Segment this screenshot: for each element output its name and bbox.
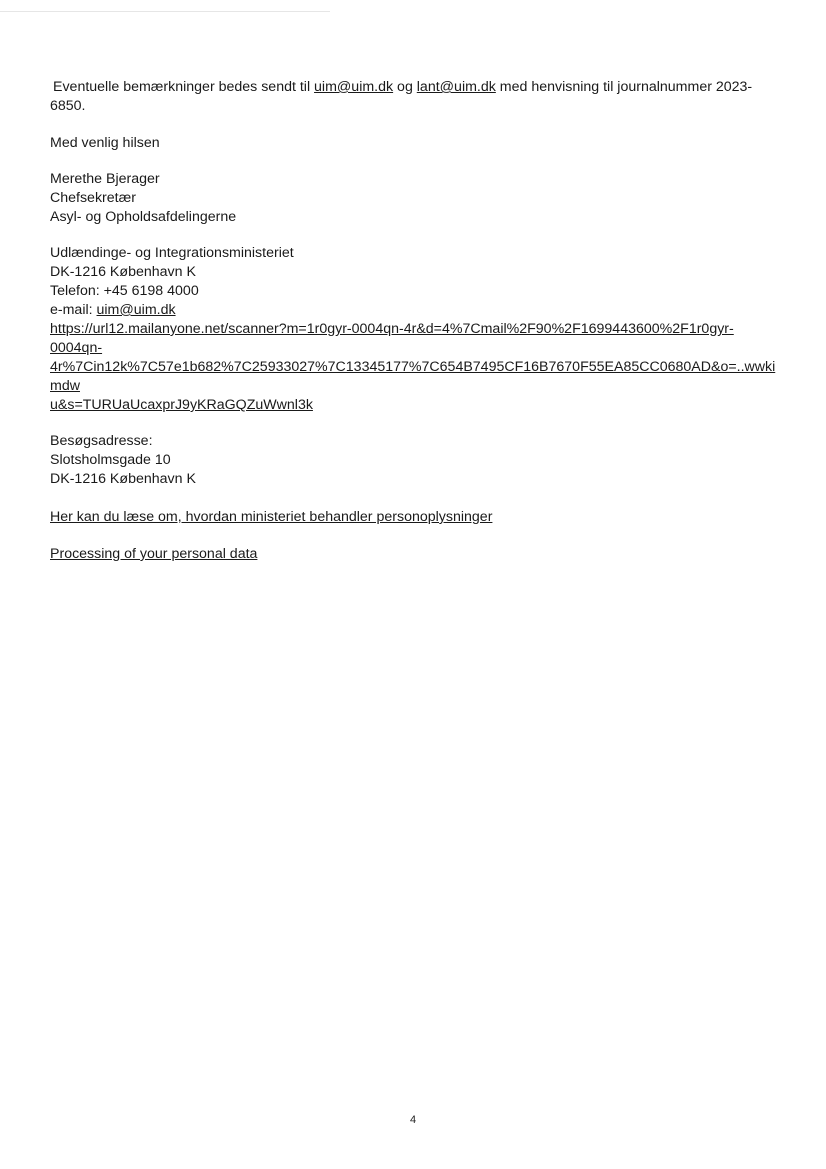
visit-street: Slotsholmsgade 10 — [50, 452, 171, 468]
remarks-paragraph — [50, 78, 780, 97]
visit-city: DK-1216 København K — [50, 471, 196, 487]
remarks-tail: med henvisning til journalnummer 2023- — [495, 79, 753, 95]
email-label: e-mail: — [50, 302, 97, 318]
visit-address-label: Besøgsadresse: — [50, 433, 153, 449]
remarks-connector: og — [393, 79, 417, 95]
organization-address: DK-1216 København K — [50, 264, 196, 280]
privacy-link-english-line — [50, 545, 780, 564]
scanner-url-line[interactable]: 0004qn- — [50, 340, 103, 356]
sender-department: Asyl- og Opholdsafdelingerne — [50, 209, 237, 225]
scanner-url-line[interactable]: u&s=TURUaUcaxprJ9yKRaGQZuWwnl3k — [50, 397, 313, 413]
remarks-intro: Eventuelle bemærkninger bedes sendt til — [53, 79, 315, 95]
letter-body — [50, 78, 780, 564]
sender-name: Merethe Bjerager — [50, 171, 160, 187]
privacy-link-danish-line — [50, 508, 780, 527]
scanner-url-line[interactable]: 4r%7Cin12k%7C57e1b682%7C25933027%7C13345177%7C654B7495CF16B7670F55EA85CC0680AD&o=..wwkimdw — [50, 359, 776, 394]
organization-name: Udlændinge- og Integrationsministeriet — [50, 245, 294, 261]
email-link-lant[interactable]: lant@uim.dk — [416, 79, 496, 95]
page-number: 4 — [409, 1114, 417, 1126]
scanner-url-link[interactable] — [50, 320, 780, 415]
remarks-journal-number: 6850. — [50, 98, 86, 114]
scan-edge-line — [0, 11, 330, 12]
closing-greeting: Med venlig hilsen — [50, 135, 160, 151]
organization-email-link[interactable]: uim@uim.dk — [96, 302, 176, 318]
organization-phone: Telefon: +45 6198 4000 — [50, 283, 199, 299]
privacy-link-english[interactable]: Processing of your personal data — [50, 546, 258, 562]
scanner-url-line[interactable]: https://url12.mailanyone.net/scanner?m=1r0gyr-0004qn-4r&d=4%7Cmail%2F90%2F1699443600%2F1r0gyr- — [50, 321, 734, 337]
privacy-link-danish[interactable]: Her kan du læse om, hvordan ministeriet behandler personoplysninger — [50, 509, 493, 525]
organization-email-line — [50, 301, 780, 320]
sender-title: Chefsekretær — [50, 190, 136, 206]
email-link-uim[interactable]: uim@uim.dk — [314, 79, 394, 95]
